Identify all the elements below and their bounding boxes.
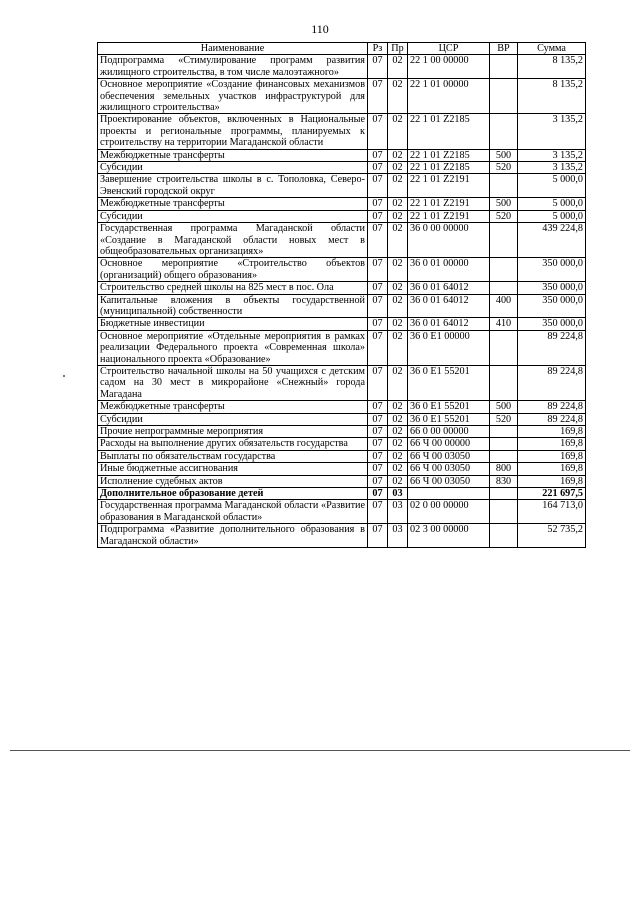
header-name: Наименование [98, 43, 368, 55]
cell-name: Прочие непрограммные мероприятия [98, 426, 368, 438]
cell-name: Субсидии [98, 162, 368, 174]
cell-name: Подпрограмма «Развитие дополнительного образования в Магаданской области» [98, 524, 368, 548]
cell-rz: 07 [368, 413, 388, 425]
table-row [98, 450, 586, 462]
cell-vr: 410 [490, 318, 518, 330]
cell-pr: 03 [388, 500, 408, 524]
table-row [98, 210, 586, 222]
table-row [98, 294, 586, 318]
table-row [98, 318, 586, 330]
cell-sum: 89 224,8 [518, 330, 586, 365]
cell-pr: 02 [388, 162, 408, 174]
table-row [98, 114, 586, 149]
cell-vr [490, 258, 518, 282]
cell-vr [490, 79, 518, 114]
cell-rz: 07 [368, 223, 388, 258]
header-sum: Сумма [518, 43, 586, 55]
cell-name: Исполнение судебных актов [98, 475, 368, 487]
table-row [98, 330, 586, 365]
cell-csr: 22 1 01 Z2185 [408, 114, 490, 149]
table-row [98, 149, 586, 161]
cell-pr: 02 [388, 282, 408, 294]
cell-name: Основное мероприятие «Отдельные мероприятия в рамках реализации Федерального проекта «Современная школа» национального проекта «Образование» [98, 330, 368, 365]
header-rz: Рз [368, 43, 388, 55]
cell-sum: 5 000,0 [518, 198, 586, 210]
cell-name: Подпрограмма «Стимулирование программ развития жилищного строительства, в том числе малоэтажного» [98, 55, 368, 79]
cell-csr: 36 0 01 64012 [408, 318, 490, 330]
cell-csr: 36 0 01 00000 [408, 258, 490, 282]
cell-name: Субсидии [98, 413, 368, 425]
table-row [98, 162, 586, 174]
cell-csr: 66 Ч 00 03050 [408, 463, 490, 475]
cell-vr [490, 223, 518, 258]
table-row [98, 438, 586, 450]
cell-sum: 350 000,0 [518, 318, 586, 330]
cell-vr [490, 488, 518, 500]
cell-sum: 3 135,2 [518, 114, 586, 149]
cell-name: Проектирование объектов, включенных в Национальные проекты и региональные программы, планируемых к строительству на территории Магаданской области [98, 114, 368, 149]
cell-vr [490, 450, 518, 462]
cell-rz: 07 [368, 282, 388, 294]
cell-csr: 66 Ч 00 03050 [408, 475, 490, 487]
cell-pr: 02 [388, 294, 408, 318]
cell-pr: 02 [388, 79, 408, 114]
cell-csr: 36 0 E1 55201 [408, 365, 490, 400]
cell-name: Иные бюджетные ассигнования [98, 463, 368, 475]
cell-rz: 07 [368, 426, 388, 438]
cell-sum: 164 713,0 [518, 500, 586, 524]
cell-rz: 07 [368, 365, 388, 400]
cell-pr: 02 [388, 149, 408, 161]
table-row [98, 198, 586, 210]
cell-name: Бюджетные инвестиции [98, 318, 368, 330]
cell-sum: 169,8 [518, 463, 586, 475]
cell-csr: 02 3 00 00000 [408, 524, 490, 548]
table-row [98, 282, 586, 294]
cell-name: Государственная программа Магаданской области «Развитие образования в Магаданской области» [98, 500, 368, 524]
table-row [98, 524, 586, 548]
cell-rz: 07 [368, 294, 388, 318]
cell-rz: 07 [368, 475, 388, 487]
table-row [98, 55, 586, 79]
table-row [98, 488, 586, 500]
cell-name: Государственная программа Магаданской области «Создание в Магаданской области новых мест в общеобразовательных организациях» [98, 223, 368, 258]
cell-vr [490, 500, 518, 524]
cell-pr: 02 [388, 330, 408, 365]
cell-sum: 8 135,2 [518, 55, 586, 79]
cell-rz: 07 [368, 210, 388, 222]
cell-vr [490, 438, 518, 450]
cell-pr: 02 [388, 174, 408, 198]
cell-csr: 22 1 01 Z2191 [408, 174, 490, 198]
cell-sum: 169,8 [518, 475, 586, 487]
cell-rz: 07 [368, 114, 388, 149]
cell-pr: 02 [388, 426, 408, 438]
cell-name: Основное мероприятие «Создание финансовых механизмов обеспечения земельных участков инфраструктурой для жилищного строительства» [98, 79, 368, 114]
cell-pr: 03 [388, 524, 408, 548]
cell-sum: 439 224,8 [518, 223, 586, 258]
table-header-row [98, 43, 586, 55]
cell-csr [408, 488, 490, 500]
table-row [98, 365, 586, 400]
cell-vr [490, 524, 518, 548]
cell-sum: 89 224,8 [518, 365, 586, 400]
header-pr: Пр [388, 43, 408, 55]
cell-name: Строительство начальной школы на 50 учащихся с детским садом на 30 мест в микрорайоне «Снежный» города Магадана [98, 365, 368, 400]
cell-vr [490, 426, 518, 438]
cell-csr: 66 Ч 00 03050 [408, 450, 490, 462]
cell-pr: 02 [388, 413, 408, 425]
cell-pr: 02 [388, 475, 408, 487]
cell-pr: 02 [388, 210, 408, 222]
cell-name: Межбюджетные трансферты [98, 198, 368, 210]
cell-name: Основное мероприятие «Строительство объектов (организаций) общего образования» [98, 258, 368, 282]
cell-sum: 89 224,8 [518, 413, 586, 425]
cell-name: Завершение строительства школы в с. Тополовка, Северо-Эвенский городской округ [98, 174, 368, 198]
cell-pr: 02 [388, 318, 408, 330]
cell-csr: 36 0 01 64012 [408, 282, 490, 294]
cell-pr: 02 [388, 223, 408, 258]
cell-pr: 02 [388, 198, 408, 210]
cell-csr: 66 0 00 00000 [408, 426, 490, 438]
header-csr: ЦСР [408, 43, 490, 55]
cell-csr: 36 0 E1 55201 [408, 401, 490, 413]
cell-rz: 07 [368, 162, 388, 174]
cell-csr: 36 0 E1 55201 [408, 413, 490, 425]
table-row [98, 475, 586, 487]
cell-name: Субсидии [98, 210, 368, 222]
cell-csr: 36 0 E1 00000 [408, 330, 490, 365]
cell-csr: 22 1 01 Z2191 [408, 210, 490, 222]
cell-vr: 830 [490, 475, 518, 487]
cell-name: Дополнительное образование детей [98, 488, 368, 500]
cell-sum: 52 735,2 [518, 524, 586, 548]
table-row [98, 500, 586, 524]
cell-vr: 500 [490, 198, 518, 210]
budget-table [97, 42, 586, 548]
cell-pr: 02 [388, 450, 408, 462]
cell-vr: 520 [490, 210, 518, 222]
cell-name: Капитальные вложения в объекты государственной (муниципальной) собственности [98, 294, 368, 318]
cell-csr: 36 0 00 00000 [408, 223, 490, 258]
cell-rz: 07 [368, 488, 388, 500]
table-row [98, 413, 586, 425]
cell-rz: 07 [368, 438, 388, 450]
cell-rz: 07 [368, 318, 388, 330]
cell-rz: 07 [368, 174, 388, 198]
table-row [98, 223, 586, 258]
cell-name: Расходы на выполнение других обязательств государства [98, 438, 368, 450]
cell-rz: 07 [368, 524, 388, 548]
cell-rz: 07 [368, 401, 388, 413]
cell-vr: 400 [490, 294, 518, 318]
footer-divider [10, 750, 630, 751]
cell-pr: 02 [388, 365, 408, 400]
table-row [98, 401, 586, 413]
cell-vr: 500 [490, 401, 518, 413]
cell-csr: 66 Ч 00 00000 [408, 438, 490, 450]
cell-sum: 169,8 [518, 450, 586, 462]
table-row [98, 463, 586, 475]
cell-vr: 520 [490, 413, 518, 425]
scan-speck [63, 375, 65, 377]
cell-csr: 02 0 00 00000 [408, 500, 490, 524]
cell-pr: 02 [388, 463, 408, 475]
cell-sum: 350 000,0 [518, 294, 586, 318]
cell-sum: 169,8 [518, 426, 586, 438]
cell-vr [490, 330, 518, 365]
table-row [98, 174, 586, 198]
cell-csr: 22 1 01 Z2185 [408, 149, 490, 161]
cell-sum: 350 000,0 [518, 282, 586, 294]
cell-rz: 07 [368, 463, 388, 475]
cell-sum: 169,8 [518, 438, 586, 450]
table-row [98, 258, 586, 282]
cell-pr: 03 [388, 488, 408, 500]
cell-sum: 3 135,2 [518, 162, 586, 174]
cell-sum: 350 000,0 [518, 258, 586, 282]
table-row [98, 426, 586, 438]
cell-sum: 3 135,2 [518, 149, 586, 161]
cell-vr [490, 282, 518, 294]
header-vr: ВР [490, 43, 518, 55]
cell-rz: 07 [368, 79, 388, 114]
cell-pr: 02 [388, 401, 408, 413]
cell-pr: 02 [388, 258, 408, 282]
cell-vr: 500 [490, 149, 518, 161]
cell-rz: 07 [368, 198, 388, 210]
cell-rz: 07 [368, 258, 388, 282]
cell-pr: 02 [388, 438, 408, 450]
cell-csr: 36 0 01 64012 [408, 294, 490, 318]
cell-pr: 02 [388, 55, 408, 79]
table-row [98, 79, 586, 114]
cell-csr: 22 1 01 Z2191 [408, 198, 490, 210]
cell-rz: 07 [368, 500, 388, 524]
cell-csr: 22 1 01 Z2185 [408, 162, 490, 174]
cell-vr [490, 55, 518, 79]
cell-rz: 07 [368, 55, 388, 79]
cell-pr: 02 [388, 114, 408, 149]
cell-vr [490, 114, 518, 149]
cell-vr: 520 [490, 162, 518, 174]
cell-name: Межбюджетные трансферты [98, 401, 368, 413]
cell-vr: 800 [490, 463, 518, 475]
cell-csr: 22 1 01 00000 [408, 79, 490, 114]
cell-vr [490, 365, 518, 400]
cell-name: Выплаты по обязательствам государства [98, 450, 368, 462]
cell-sum: 89 224,8 [518, 401, 586, 413]
cell-sum: 221 697,5 [518, 488, 586, 500]
cell-rz: 07 [368, 330, 388, 365]
cell-name: Межбюджетные трансферты [98, 149, 368, 161]
cell-csr: 22 1 00 00000 [408, 55, 490, 79]
cell-rz: 07 [368, 149, 388, 161]
page-number: 110 [311, 22, 329, 36]
cell-name: Строительство средней школы на 825 мест в пос. Ола [98, 282, 368, 294]
cell-rz: 07 [368, 450, 388, 462]
table-body [98, 55, 586, 548]
cell-sum: 5 000,0 [518, 210, 586, 222]
cell-vr [490, 174, 518, 198]
cell-sum: 5 000,0 [518, 174, 586, 198]
cell-sum: 8 135,2 [518, 79, 586, 114]
